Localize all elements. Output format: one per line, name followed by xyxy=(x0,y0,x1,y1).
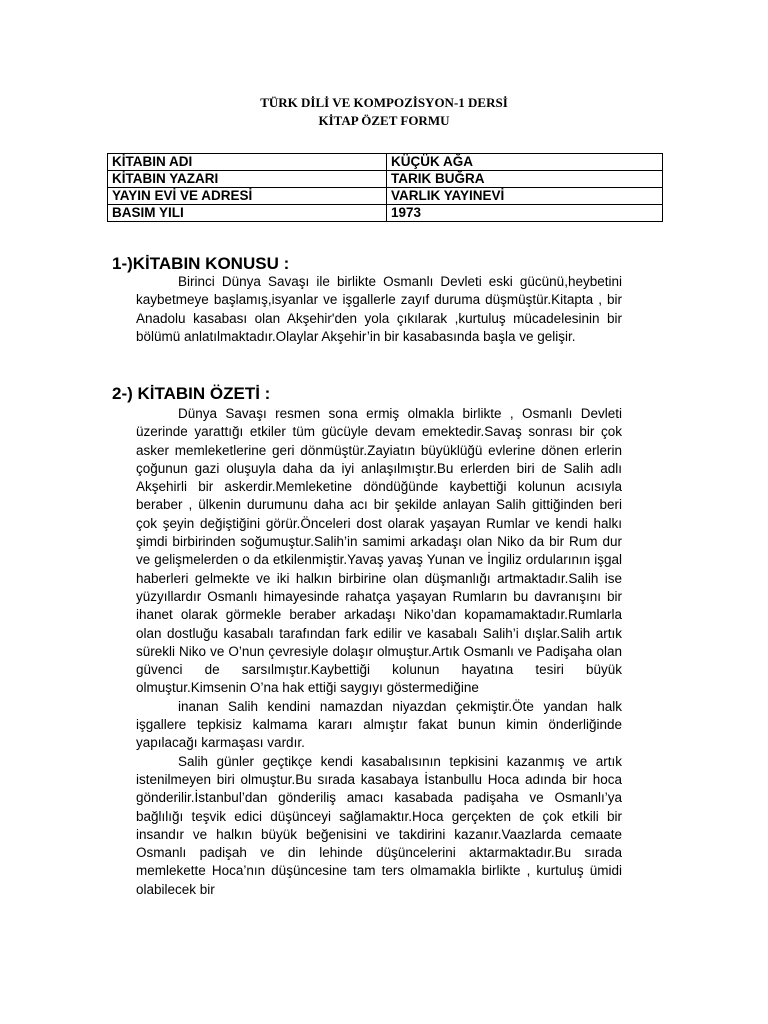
paragraph: Dünya Savaşı resmen sona ermiş olmakla birlikte , Osmanlı Devleti üzerinde yarattığı etkiler tüm gücüyle devam emektedir.Savaş sonrası bir çok asker memleketlerine geri dönmüştür.Zayiatın büyüklüğü evlerine dönen erlerin çoğunun gazi oluşuyla daha da iyi anlaşılmıştır.Bu erlerden biri de Salih adlı Akşehirli bir askerdir.Memleketine döndüğünde kaybettiği kolunun acısıyla beraber , ülkenin durumunu daha acı bir şekilde anlayan Salih gittiğinden beri çok şeyin değiştiğini görür.Önceleri dost olarak yaşayan Rumlar ve kendi halkı şimdi birbirinden soğumuştur.Salih’in samimi arkadaşı olan Niko da bir Rum dur ve gelişmelerden o da etkilenmiştir.Yavaş yavaş Yunan ve İngiliz ordularının işgal haberleri gelmekte ve iki halkın birbirine olan düşmanlığı artmaktadır.Salih ise yüzyıllardır Osmanlı himayesinde rahatça yaşayan Rumların bu davranışını bir ihanet olarak görmekle beraber arkadaşı Niko’dan kopamamaktadır.Rumlarla olan dostluğu kasabalı tarafından fark edilir ve kasabalı Salih’i dışlar.Salih artık sürekli Niko ve O’nun çevresiyle dolaşır olmuştur.Artık Osmanlı ve Padişaha olan güvenci de sarsılmıştır.Kaybettiği kolunun hayatına tesiri büyük olmuştur.Kimsenin O’na hak ettiği saygıyı göstermediğine xyxy=(136,406,622,696)
book-info-table xyxy=(107,153,663,222)
table-row xyxy=(108,188,663,205)
subject-text xyxy=(136,273,622,346)
section-title-summary: 2-) KİTABIN ÖZETİ : xyxy=(112,384,271,403)
table-row xyxy=(108,154,663,171)
book-author-label: KİTABIN YAZARI xyxy=(108,171,387,188)
summary-text xyxy=(136,405,622,899)
paragraph: Birinci Dünya Savaşı ile birlikte Osmanlı Devleti eski gücünü,heybetini kaybetmeye başlamış,isyanlar ve işgallerle zayıf duruma düşmüştür.Kitapta , bir Anadolu kasabası olan Akşehir'den yola çıkılarak ,kurtuluş mücadelesinin bir bölümü anlatılmaktadır.Olaylar Akşehir’in bir kasabasında başla ve gelişir. xyxy=(136,274,622,344)
publisher-label: YAYIN EVİ VE ADRESİ xyxy=(108,188,387,205)
publisher-value: VARLIK YAYINEVİ xyxy=(387,188,663,205)
section-title-subject: 1-)KİTABIN KONUSU : xyxy=(112,254,290,273)
paragraph: inanan Salih kendini namazdan niyazdan çekmiştir.Öte yandan halk işgallere tepkisiz kalmama kararı almıştır fakat bunun kimin önderliğinde yapılacağı karmaşası vardır. xyxy=(136,698,622,751)
form-title: KİTAP ÖZET FORMU xyxy=(318,113,450,128)
book-author-value: TARIK BUĞRA xyxy=(387,171,663,188)
course-title: TÜRK DİLİ VE KOMPOZİSYON-1 DERSİ xyxy=(260,95,508,110)
table-row xyxy=(108,205,663,222)
book-name-label: KİTABIN ADI xyxy=(108,154,387,171)
print-year-value: 1973 xyxy=(387,205,663,222)
table-row xyxy=(108,171,663,188)
paragraph: Salih günler geçtikçe kendi kasabalısının tepkisini kazanmış ve artık istenilmeyen biri olmuştur.Bu sırada kasabaya İstanbullu Hoca adında bir hoca gönderilir.İstanbul’dan gönderiliş amacı kasabada padişaha ve Osmanlı’ya bağlılığı teşvik edici düşünceyi sağlamaktır.Hoca gerçekten de çok etkili bir insandır ve halkın büyük beğenisini ve takdirini kazanır.Vaazlarda cemaate Osmanlı padişah ve din lehinde düşüncelerini aktarmaktadır.Bu sırada memlekette Hoca’nın düşüncesine tam ters olmamakla birlikte , kurtuluş ümidi olabilecek bir xyxy=(136,753,622,897)
print-year-label: BASIM YILI xyxy=(108,205,387,222)
book-name-value: KÜÇÜK AĞA xyxy=(387,154,663,171)
